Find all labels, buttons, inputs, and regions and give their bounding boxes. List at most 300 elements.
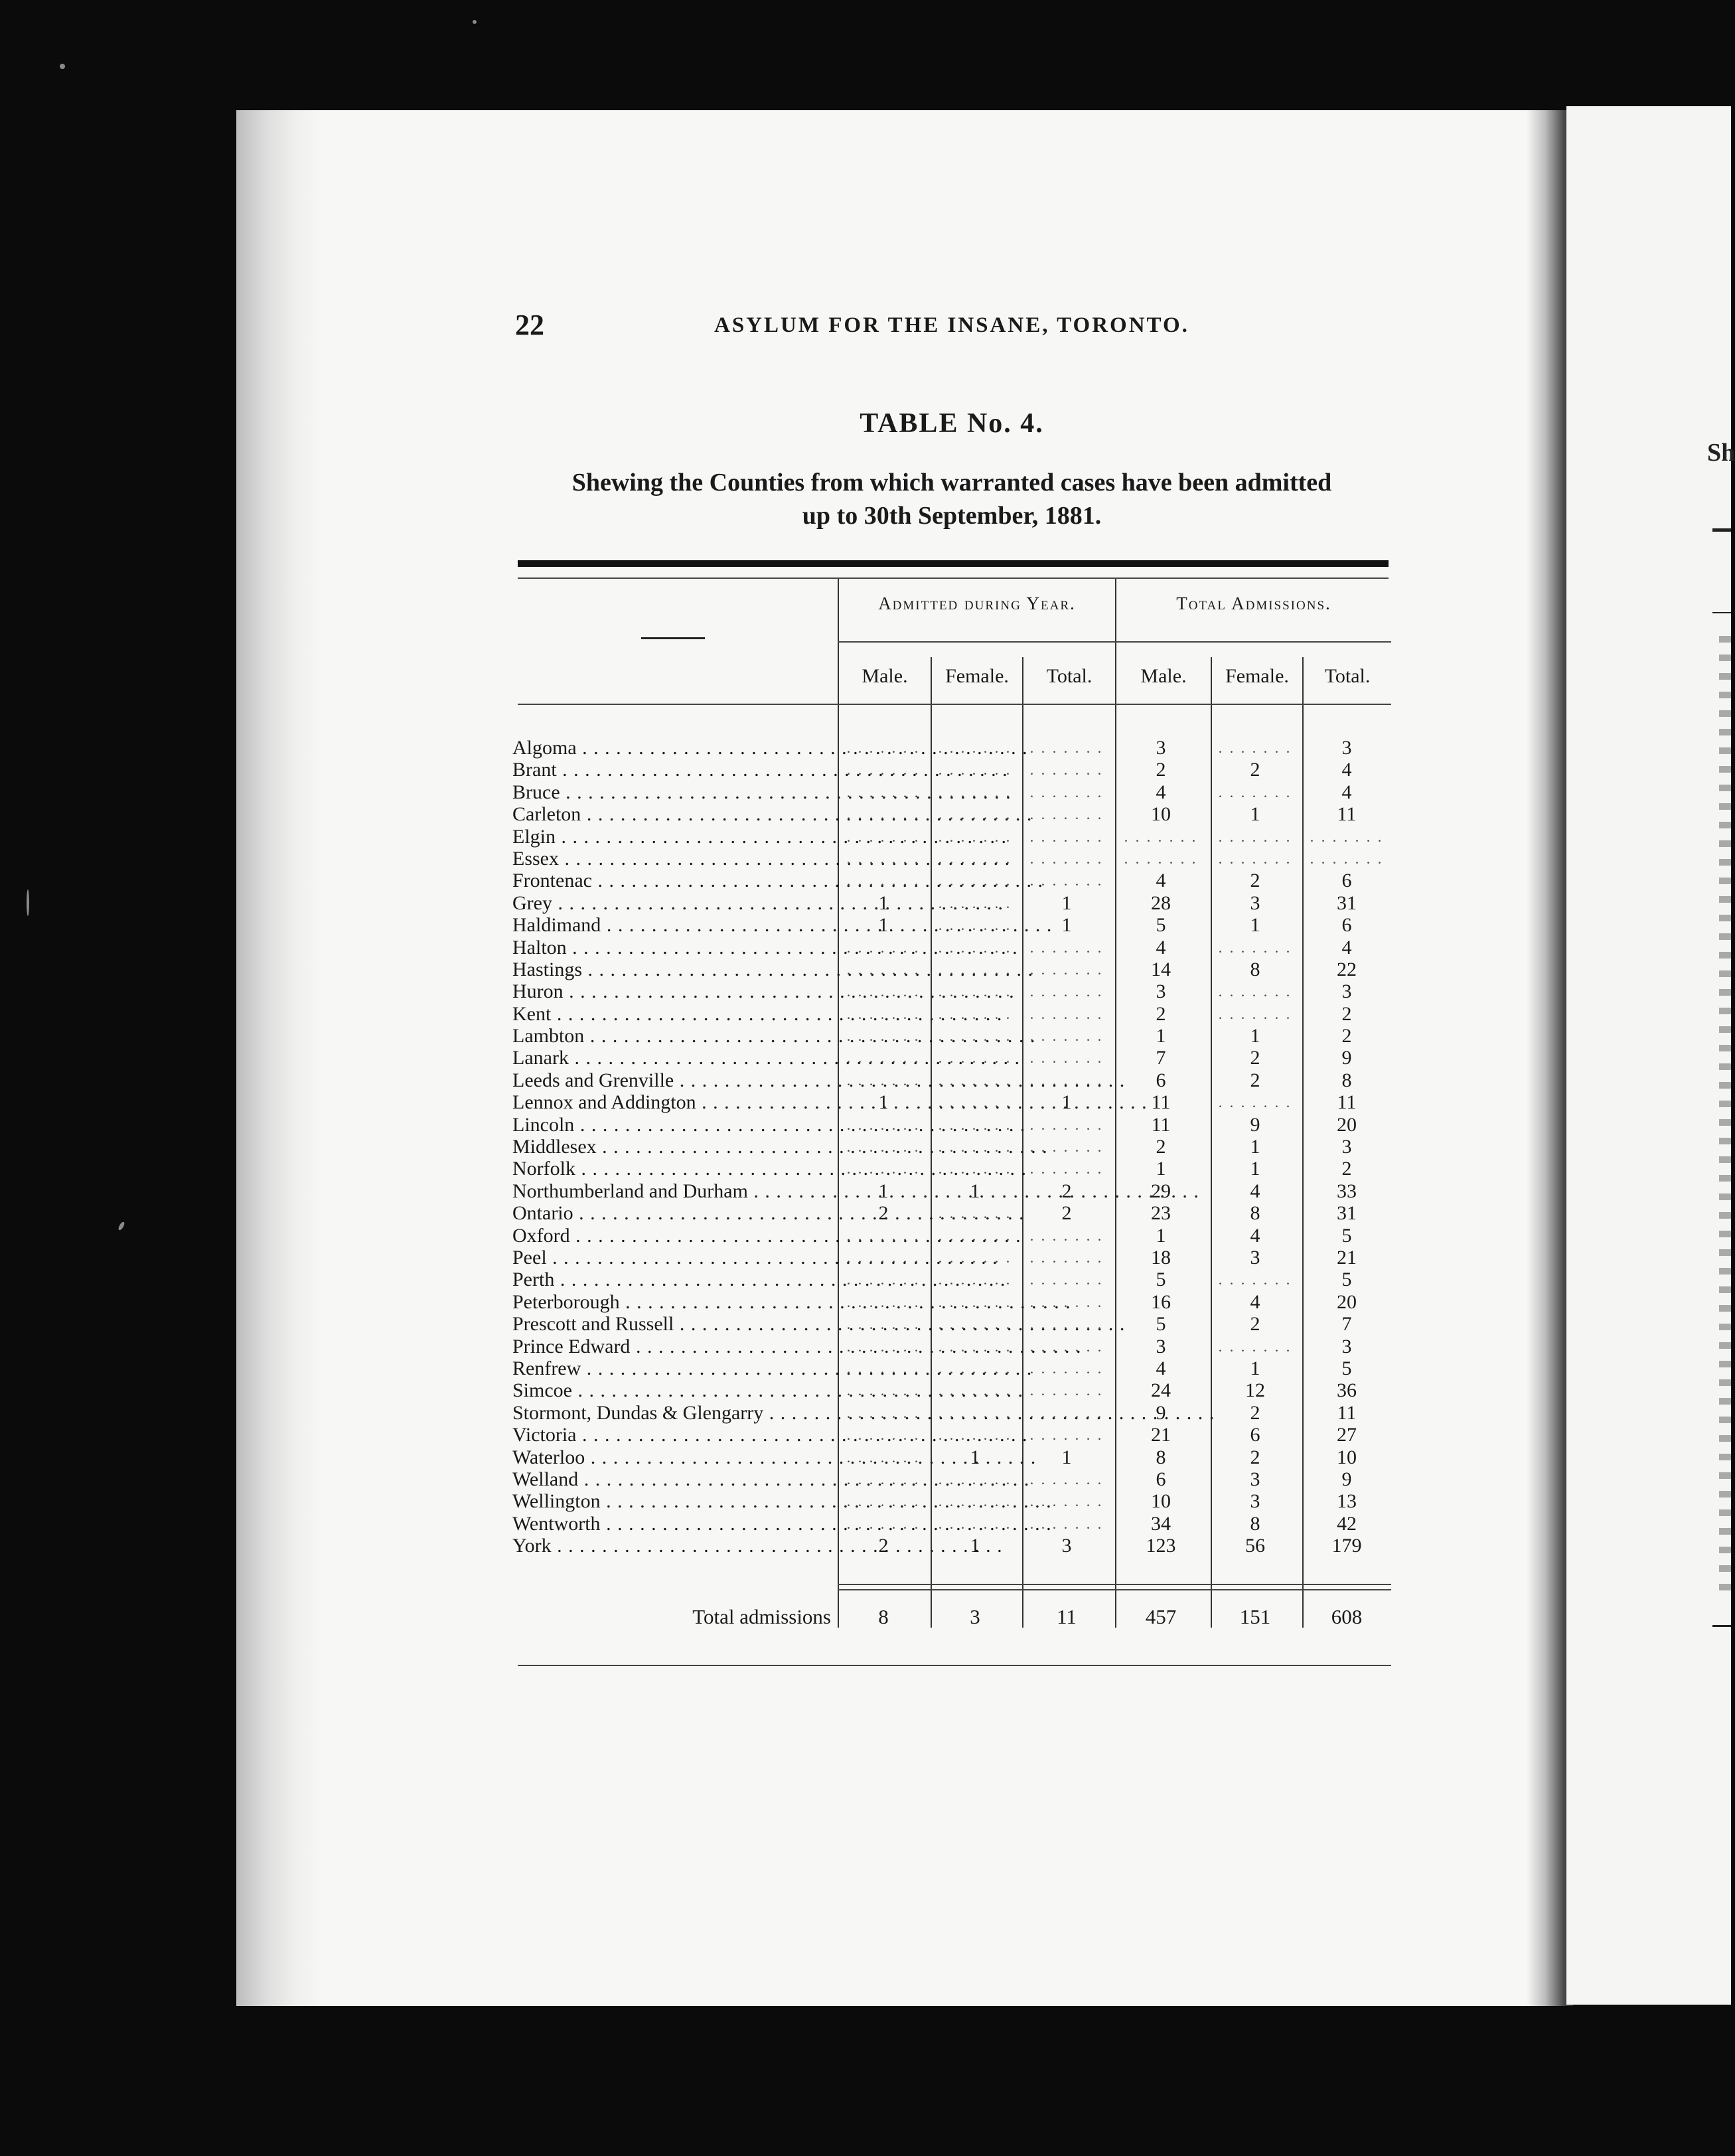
col-header-male-year: Male. (862, 665, 908, 687)
empty-cell-leader: . . . . . . . (938, 1470, 1012, 1488)
table-row (512, 1424, 1395, 1446)
table-cell: 21 (1337, 1246, 1357, 1269)
empty-cell-leader: . . . . . . . (1029, 1426, 1104, 1444)
table-cell: 11 (1337, 803, 1357, 826)
empty-cell-leader: . . . . . . . (1218, 739, 1292, 756)
empty-cell-leader: . . . . . . . (846, 739, 921, 756)
table-cell: 5 (1156, 1313, 1166, 1336)
table-cell: 3 (1341, 980, 1352, 1003)
table-body (512, 737, 1395, 1557)
empty-cell-leader: . . . . . . . (938, 850, 1012, 867)
table-cell: 2 (1250, 1069, 1260, 1091)
empty-cell-leader: . . . . . . . (1218, 783, 1292, 801)
group-header-admitted-during-year: Admitted during Year. (878, 593, 1076, 613)
empty-cell-leader: . . . . . . . (938, 1316, 1012, 1333)
table-cell: 2 (1250, 1401, 1260, 1424)
empty-cell-leader: . . . . . . . (938, 1005, 1012, 1022)
empty-cell-leader: . . . . . . . (1029, 761, 1104, 779)
empty-cell-leader: . . . . . . . (938, 783, 1012, 801)
table-cell: 1 (1250, 1158, 1260, 1180)
right-page-digit-fragment (1719, 1324, 1731, 1330)
empty-cell-leader: . . . . . . . (1218, 983, 1292, 1000)
table-cell: 8 (1250, 1202, 1260, 1225)
county-name: Grey . . . (512, 892, 838, 914)
empty-cell-leader: . . . . . . . (938, 1426, 1012, 1444)
table-row (512, 1158, 1395, 1180)
empty-cell-leader: . . . . . . . (1029, 1359, 1104, 1377)
empty-cell-leader: . . . . . . . (846, 1382, 921, 1399)
empty-cell-leader: . . . . . . . (1029, 1160, 1104, 1178)
county-name: Kent . . . (512, 1003, 838, 1025)
empty-cell-leader: . . . . . . . (846, 1493, 921, 1510)
empty-cell-leader: . . . . . . . (938, 894, 1012, 911)
county-name: Waterloo . . . (512, 1446, 838, 1468)
table-cell: 1 (1250, 1136, 1260, 1158)
table-cell: 1 (1250, 803, 1260, 826)
empty-cell-leader: . . . . . . . (1029, 1249, 1104, 1266)
empty-cell-leader: . . . . . . . (1029, 1138, 1104, 1156)
col-header-male-total: Male. (1140, 665, 1187, 687)
empty-cell-leader: . . . . . . . (1029, 1493, 1104, 1510)
table-cell: 2 (1250, 1446, 1260, 1468)
county-name: Perth . . . (512, 1269, 838, 1290)
empty-cell-leader: . . . . . . . (938, 961, 1012, 978)
table-row (512, 1136, 1395, 1158)
empty-cell-leader: . . . . . . . (938, 1094, 1012, 1111)
empty-cell-leader: . . . . . . . (1029, 1028, 1104, 1045)
empty-cell-leader: . . . . . . . (938, 1071, 1012, 1089)
right-page-digit-fragment (1719, 1491, 1731, 1498)
table-cell: 7 (1341, 1313, 1352, 1336)
county-name: Renfrew . . . (512, 1357, 838, 1379)
table-row (512, 892, 1395, 914)
table-cell: 179 (1331, 1535, 1362, 1557)
table-cell: 2 (1341, 1002, 1352, 1025)
running-title: ASYLUM FOR THE INSANE, TORONTO. (714, 313, 1189, 337)
empty-cell-leader: . . . . . . . (1029, 1071, 1104, 1089)
table-cell: 1 (1156, 1224, 1166, 1247)
empty-cell-leader: . . . . . . . (938, 939, 1012, 956)
table-cell: 3 (1250, 891, 1260, 914)
right-page-digit-fragment (1719, 1026, 1731, 1033)
right-page-digit-fragment (1719, 1119, 1731, 1126)
table-cell: 1 (1250, 914, 1260, 937)
table-cell: 9 (1156, 1401, 1166, 1424)
empty-cell-leader: . . . . . . . (938, 1049, 1012, 1067)
table-cell: 4 (1341, 781, 1352, 803)
empty-cell-leader: . . . . . . . (938, 1382, 1012, 1399)
county-name: Oxford . . . (512, 1225, 838, 1247)
empty-cell-leader: . . . . . . . (938, 917, 1012, 934)
header-rule (838, 641, 1391, 643)
empty-cell-leader: . . . . . . . (846, 1359, 921, 1377)
empty-cell-leader: . . . . . . . (846, 1249, 921, 1266)
right-page-digit-fragment (1719, 1138, 1731, 1144)
empty-cell-leader: . . . . . . . (1029, 1470, 1104, 1488)
table-row (512, 1025, 1395, 1047)
table-cell: 5 (1341, 1357, 1352, 1379)
table-cell: 8 (1250, 958, 1260, 980)
right-page-digit-fragment (1719, 840, 1731, 847)
empty-cell-leader: . . . . . . . (846, 783, 921, 801)
table-cell: 2 (1061, 1202, 1072, 1225)
table-cell: 56 (1245, 1535, 1265, 1557)
table-cell: 10 (1337, 1446, 1357, 1468)
table-cell: 1 (1250, 1025, 1260, 1047)
table-cell: 2 (1250, 870, 1260, 892)
county-name: Prince Edward . . . (512, 1336, 838, 1357)
table-cell: 11 (1337, 1401, 1357, 1424)
table-row (512, 1225, 1395, 1247)
table-cell: 4 (1250, 1290, 1260, 1313)
table-row (512, 826, 1395, 848)
total-cell: 11 (1057, 1605, 1077, 1628)
table-row (512, 1535, 1395, 1557)
table-cell: 13 (1337, 1490, 1357, 1513)
right-page-digit-fragment (1719, 803, 1731, 810)
empty-cell-leader: . . . . . . . (1218, 1005, 1292, 1022)
table-cell: 11 (1337, 1091, 1357, 1114)
page-number: 22 (515, 309, 544, 341)
right-page-digit-fragment (1719, 1045, 1731, 1051)
total-label: Total admissions (692, 1605, 831, 1628)
table-cell: 4 (1250, 1180, 1260, 1202)
table-row (512, 1202, 1395, 1224)
table-cell: 5 (1156, 914, 1166, 937)
total-rule (838, 1589, 1391, 1590)
county-name: Lincoln . . . (512, 1114, 838, 1136)
header-rule (518, 704, 1391, 705)
right-page-digit-fragment (1719, 878, 1731, 884)
empty-cell-leader: . . . . . . . (938, 1205, 1012, 1222)
table-cell: 5 (1341, 1269, 1352, 1291)
right-page-digit-fragment (1719, 729, 1731, 735)
table-cell: 12 (1245, 1379, 1265, 1402)
col-header-female-total: Female. (1225, 665, 1289, 687)
table-cell: 6 (1156, 1468, 1166, 1490)
table-cell: 10 (1151, 803, 1171, 826)
right-page-digit-fragment (1719, 1565, 1731, 1572)
table-row (512, 1069, 1395, 1091)
table-row (512, 781, 1395, 803)
table-cell: 2 (1341, 1158, 1352, 1180)
empty-cell-leader: . . . . . . . (1124, 828, 1198, 845)
total-cell: 608 (1331, 1605, 1363, 1628)
table-row (512, 1180, 1395, 1202)
table-cell: 2 (1341, 1025, 1352, 1047)
table-cell: 4 (1156, 1357, 1166, 1379)
right-page (1566, 106, 1731, 2005)
empty-cell-leader: . . . . . . . (846, 1049, 921, 1067)
table-cell: 2 (878, 1202, 889, 1225)
empty-cell-leader: . . . . . . . (1029, 1271, 1104, 1288)
empty-cell-leader: . . . . . . . (1310, 850, 1384, 867)
table-row (512, 1513, 1395, 1535)
table-cell: 1 (1061, 1446, 1072, 1468)
right-page-digit-fragment (1719, 636, 1731, 643)
empty-cell-leader: . . . . . . . (846, 1316, 921, 1333)
table-row (512, 870, 1395, 891)
empty-cell-leader: . . . . . . . (1029, 1293, 1104, 1310)
table-cell: 4 (1156, 870, 1166, 892)
empty-cell-leader: . . . . . . . (1218, 939, 1292, 956)
empty-cell-leader: . . . . . . . (846, 1005, 921, 1022)
empty-cell-leader: . . . . . . . (938, 1515, 1012, 1532)
table-cell: 29 (1151, 1180, 1171, 1202)
right-page-digit-fragment (1719, 766, 1731, 773)
table-row (512, 1468, 1395, 1490)
col-header-female-year: Female. (945, 665, 1009, 687)
empty-cell-leader: . . . . . . . (938, 872, 1012, 889)
empty-cell-leader: . . . . . . . (1218, 1094, 1292, 1111)
county-name: Bruce . . . (512, 781, 838, 803)
right-page-digit-fragment (1719, 1305, 1731, 1312)
table-cell: 9 (1250, 1113, 1260, 1136)
right-page-digit-fragment (1719, 1249, 1731, 1256)
empty-cell-leader: . . . . . . . (938, 1293, 1012, 1310)
table-cell: 14 (1151, 958, 1171, 980)
table-cell: 3 (1341, 1335, 1352, 1357)
empty-cell-leader: . . . . . . . (1218, 828, 1292, 845)
empty-cell-leader: . . . . . . . (1029, 1382, 1104, 1399)
right-page-digit-fragment (1719, 822, 1731, 828)
empty-cell-leader: . . . . . . . (1029, 850, 1104, 867)
table-row (512, 937, 1395, 959)
right-page-digit-fragment (1719, 1063, 1731, 1070)
right-page-digit-fragment (1719, 1435, 1731, 1442)
right-page-digit-fragment (1719, 673, 1731, 680)
table-cell: 3 (1156, 980, 1166, 1003)
empty-cell-leader: . . . . . . . (938, 761, 1012, 779)
table-cell: 4 (1156, 781, 1166, 803)
table-cell: 1 (1250, 1357, 1260, 1379)
empty-cell-leader: . . . . . . . (846, 1138, 921, 1156)
table-cell: 5 (1341, 1224, 1352, 1247)
table-cell: 27 (1337, 1424, 1357, 1446)
table-cell: 2 (1250, 759, 1260, 781)
table-cell: 1 (1061, 1091, 1072, 1114)
table-cell: 2 (1250, 1313, 1260, 1336)
county-name: Welland . . . (512, 1468, 838, 1490)
right-page-digit-fragment (1719, 1398, 1731, 1405)
table-cell: 2 (1156, 759, 1166, 781)
table-row (512, 1291, 1395, 1313)
county-name: Lennox and Addington . . . (512, 1091, 838, 1113)
table-row (512, 1003, 1395, 1025)
empty-cell-leader: . . . . . . . (1029, 939, 1104, 956)
empty-cell-leader: . . . . . . . (1029, 1515, 1104, 1532)
right-page-digit-fragment (1719, 692, 1731, 698)
empty-cell-leader: . . . . . . . (938, 1116, 1012, 1133)
stub-header-dash (641, 637, 705, 639)
table-cell: 8 (1156, 1446, 1166, 1468)
right-page-digit-fragment (1719, 1268, 1731, 1274)
table-row (512, 1357, 1395, 1379)
film-speck (473, 20, 477, 24)
total-rule (838, 1584, 1391, 1585)
table-cell: 33 (1337, 1180, 1357, 1202)
empty-cell-leader: . . . . . . . (1029, 983, 1104, 1000)
empty-cell-leader: . . . . . . . (1124, 850, 1198, 867)
table-cell: 18 (1151, 1246, 1171, 1269)
table-cell: 4 (1156, 936, 1166, 959)
table-row (512, 1047, 1395, 1069)
table-cell: 2 (1061, 1180, 1072, 1202)
right-page-rule (1712, 1625, 1731, 1627)
right-page-digit-fragment (1719, 1361, 1731, 1367)
table-row (512, 1490, 1395, 1512)
empty-cell-leader: . . . . . . . (938, 1493, 1012, 1510)
table-row (512, 848, 1395, 870)
table-cell: 1 (878, 891, 889, 914)
right-page-digit-fragment (1719, 1417, 1731, 1423)
empty-cell-leader: . . . . . . . (846, 1404, 921, 1421)
table-cell: 4 (1250, 1224, 1260, 1247)
table-cell: 36 (1337, 1379, 1357, 1402)
right-page-digit-fragment (1719, 1547, 1731, 1553)
film-speck (27, 889, 29, 916)
table-cell: 6 (1341, 870, 1352, 892)
empty-cell-leader: . . . . . . . (1310, 828, 1384, 845)
empty-cell-leader: . . . . . . . (1029, 828, 1104, 845)
right-page-digit-fragment (1719, 1082, 1731, 1089)
table-cell: 1 (1061, 914, 1072, 937)
table-cell: 22 (1337, 958, 1357, 980)
table-cell: 3 (1156, 1335, 1166, 1357)
table-cell: 1 (878, 1180, 889, 1202)
empty-cell-leader: . . . . . . . (1029, 1005, 1104, 1022)
table-cell: 7 (1156, 1047, 1166, 1069)
table-cell: 6 (1156, 1069, 1166, 1091)
county-name: Peterborough . . . (512, 1291, 838, 1313)
table-row (512, 980, 1395, 1002)
county-name: Hastings . . . (512, 959, 838, 980)
empty-cell-leader: . . . . . . . (846, 761, 921, 779)
table-cell: 8 (1250, 1512, 1260, 1535)
right-page-digit-fragment (1719, 1584, 1731, 1590)
empty-cell-leader: . . . . . . . (1029, 1404, 1104, 1421)
table-cell: 2 (878, 1535, 889, 1557)
table-cell: 24 (1151, 1379, 1171, 1402)
empty-cell-leader: . . . . . . . (846, 1271, 921, 1288)
county-name: Middlesex . . . (512, 1136, 838, 1158)
empty-cell-leader: . . . . . . . (846, 1470, 921, 1488)
group-header-total-admissions: Total Admissions. (1176, 593, 1331, 613)
empty-cell-leader: . . . . . . . (1029, 739, 1104, 756)
right-page-digit-fragment (1719, 1509, 1731, 1516)
right-page-digit-fragment (1719, 970, 1731, 977)
table-rule (518, 578, 1389, 579)
table-row (512, 1247, 1395, 1269)
table-row (512, 1091, 1395, 1113)
table-row (512, 1269, 1395, 1290)
table-row (512, 1379, 1395, 1401)
table-cell: 20 (1337, 1113, 1357, 1136)
empty-cell-leader: . . . . . . . (938, 1359, 1012, 1377)
empty-cell-leader: . . . . . . . (938, 1138, 1012, 1156)
empty-cell-leader: . . . . . . . (846, 806, 921, 823)
county-name: Norfolk . . . (512, 1158, 838, 1180)
empty-cell-leader: . . . . . . . (846, 1160, 921, 1178)
right-page-digit-fragment (1719, 1212, 1731, 1219)
county-name: Lambton . . . (512, 1025, 838, 1047)
right-page-digit-fragment (1719, 1528, 1731, 1535)
right-page-digit-fragment (1719, 1175, 1731, 1182)
empty-cell-leader: . . . . . . . (938, 828, 1012, 845)
table-cell: 4 (1341, 936, 1352, 959)
table-cell: 5 (1156, 1269, 1166, 1291)
empty-cell-leader: . . . . . . . (846, 1338, 921, 1355)
county-name: Prescott and Russell . . . (512, 1313, 838, 1335)
table-row (512, 1313, 1395, 1335)
empty-cell-leader: . . . . . . . (846, 850, 921, 867)
table-cell: 1 (1156, 1158, 1166, 1180)
empty-cell-leader: . . . . . . . (1218, 1271, 1292, 1288)
total-cell: 151 (1239, 1605, 1271, 1628)
table-cell: 1 (1061, 891, 1072, 914)
right-page-digit-fragment (1719, 989, 1731, 996)
table-cell: 6 (1250, 1424, 1260, 1446)
total-row (512, 1605, 1395, 1632)
empty-cell-leader: . . . . . . . (938, 1028, 1012, 1045)
county-name: Essex . . . (512, 848, 838, 870)
table-row (512, 1336, 1395, 1357)
county-name: Lanark . . . (512, 1047, 838, 1069)
right-page-digit-fragment (1719, 654, 1731, 661)
total-cell: 8 (878, 1605, 889, 1628)
county-name: Stormont, Dundas & Glengarry . . . (512, 1402, 838, 1424)
table-row (512, 759, 1395, 781)
table-cell: 16 (1151, 1290, 1171, 1313)
film-speck (60, 64, 65, 69)
county-name: Elgin . . . (512, 826, 838, 848)
table-top-rule (518, 560, 1389, 567)
county-name: Wentworth . . . (512, 1513, 838, 1535)
table-row (512, 914, 1395, 936)
right-page-digit-fragment (1719, 1008, 1731, 1014)
empty-cell-leader: . . . . . . . (938, 1160, 1012, 1178)
county-name: Huron . . . (512, 980, 838, 1002)
table-cell: 10 (1151, 1490, 1171, 1513)
col-header-total-year: Total. (1046, 665, 1093, 687)
empty-cell-leader: . . . . . . . (938, 1249, 1012, 1266)
table-cell: 6 (1341, 914, 1352, 937)
empty-cell-leader: . . . . . . . (1029, 806, 1104, 823)
right-page-digit-fragment (1719, 952, 1731, 959)
right-page-digit-fragment (1719, 1472, 1731, 1479)
right-page-digit-fragment (1719, 933, 1731, 940)
table-cell: 9 (1341, 1468, 1352, 1490)
table-caption (515, 466, 1389, 532)
empty-cell-leader: . . . . . . . (1029, 1116, 1104, 1133)
right-page-rule (1712, 612, 1731, 613)
table-cell: 28 (1151, 891, 1171, 914)
table-cell: 9 (1341, 1047, 1352, 1069)
county-name: Ontario . . . (512, 1202, 838, 1224)
table-cell: 1 (970, 1535, 980, 1557)
table-row (512, 737, 1395, 759)
table-cell: 2 (1156, 1002, 1166, 1025)
table-cell: 11 (1151, 1091, 1171, 1114)
table-bottom-rule (518, 1665, 1391, 1666)
empty-cell-leader: . . . . . . . (1029, 783, 1104, 801)
empty-cell-leader: . . . . . . . (846, 961, 921, 978)
empty-cell-leader: . . . . . . . (846, 983, 921, 1000)
table-cell: 11 (1151, 1113, 1171, 1136)
table-cell: 23 (1151, 1202, 1171, 1225)
table-cell: 21 (1151, 1424, 1171, 1446)
county-name: Haldimand . . . (512, 914, 838, 936)
